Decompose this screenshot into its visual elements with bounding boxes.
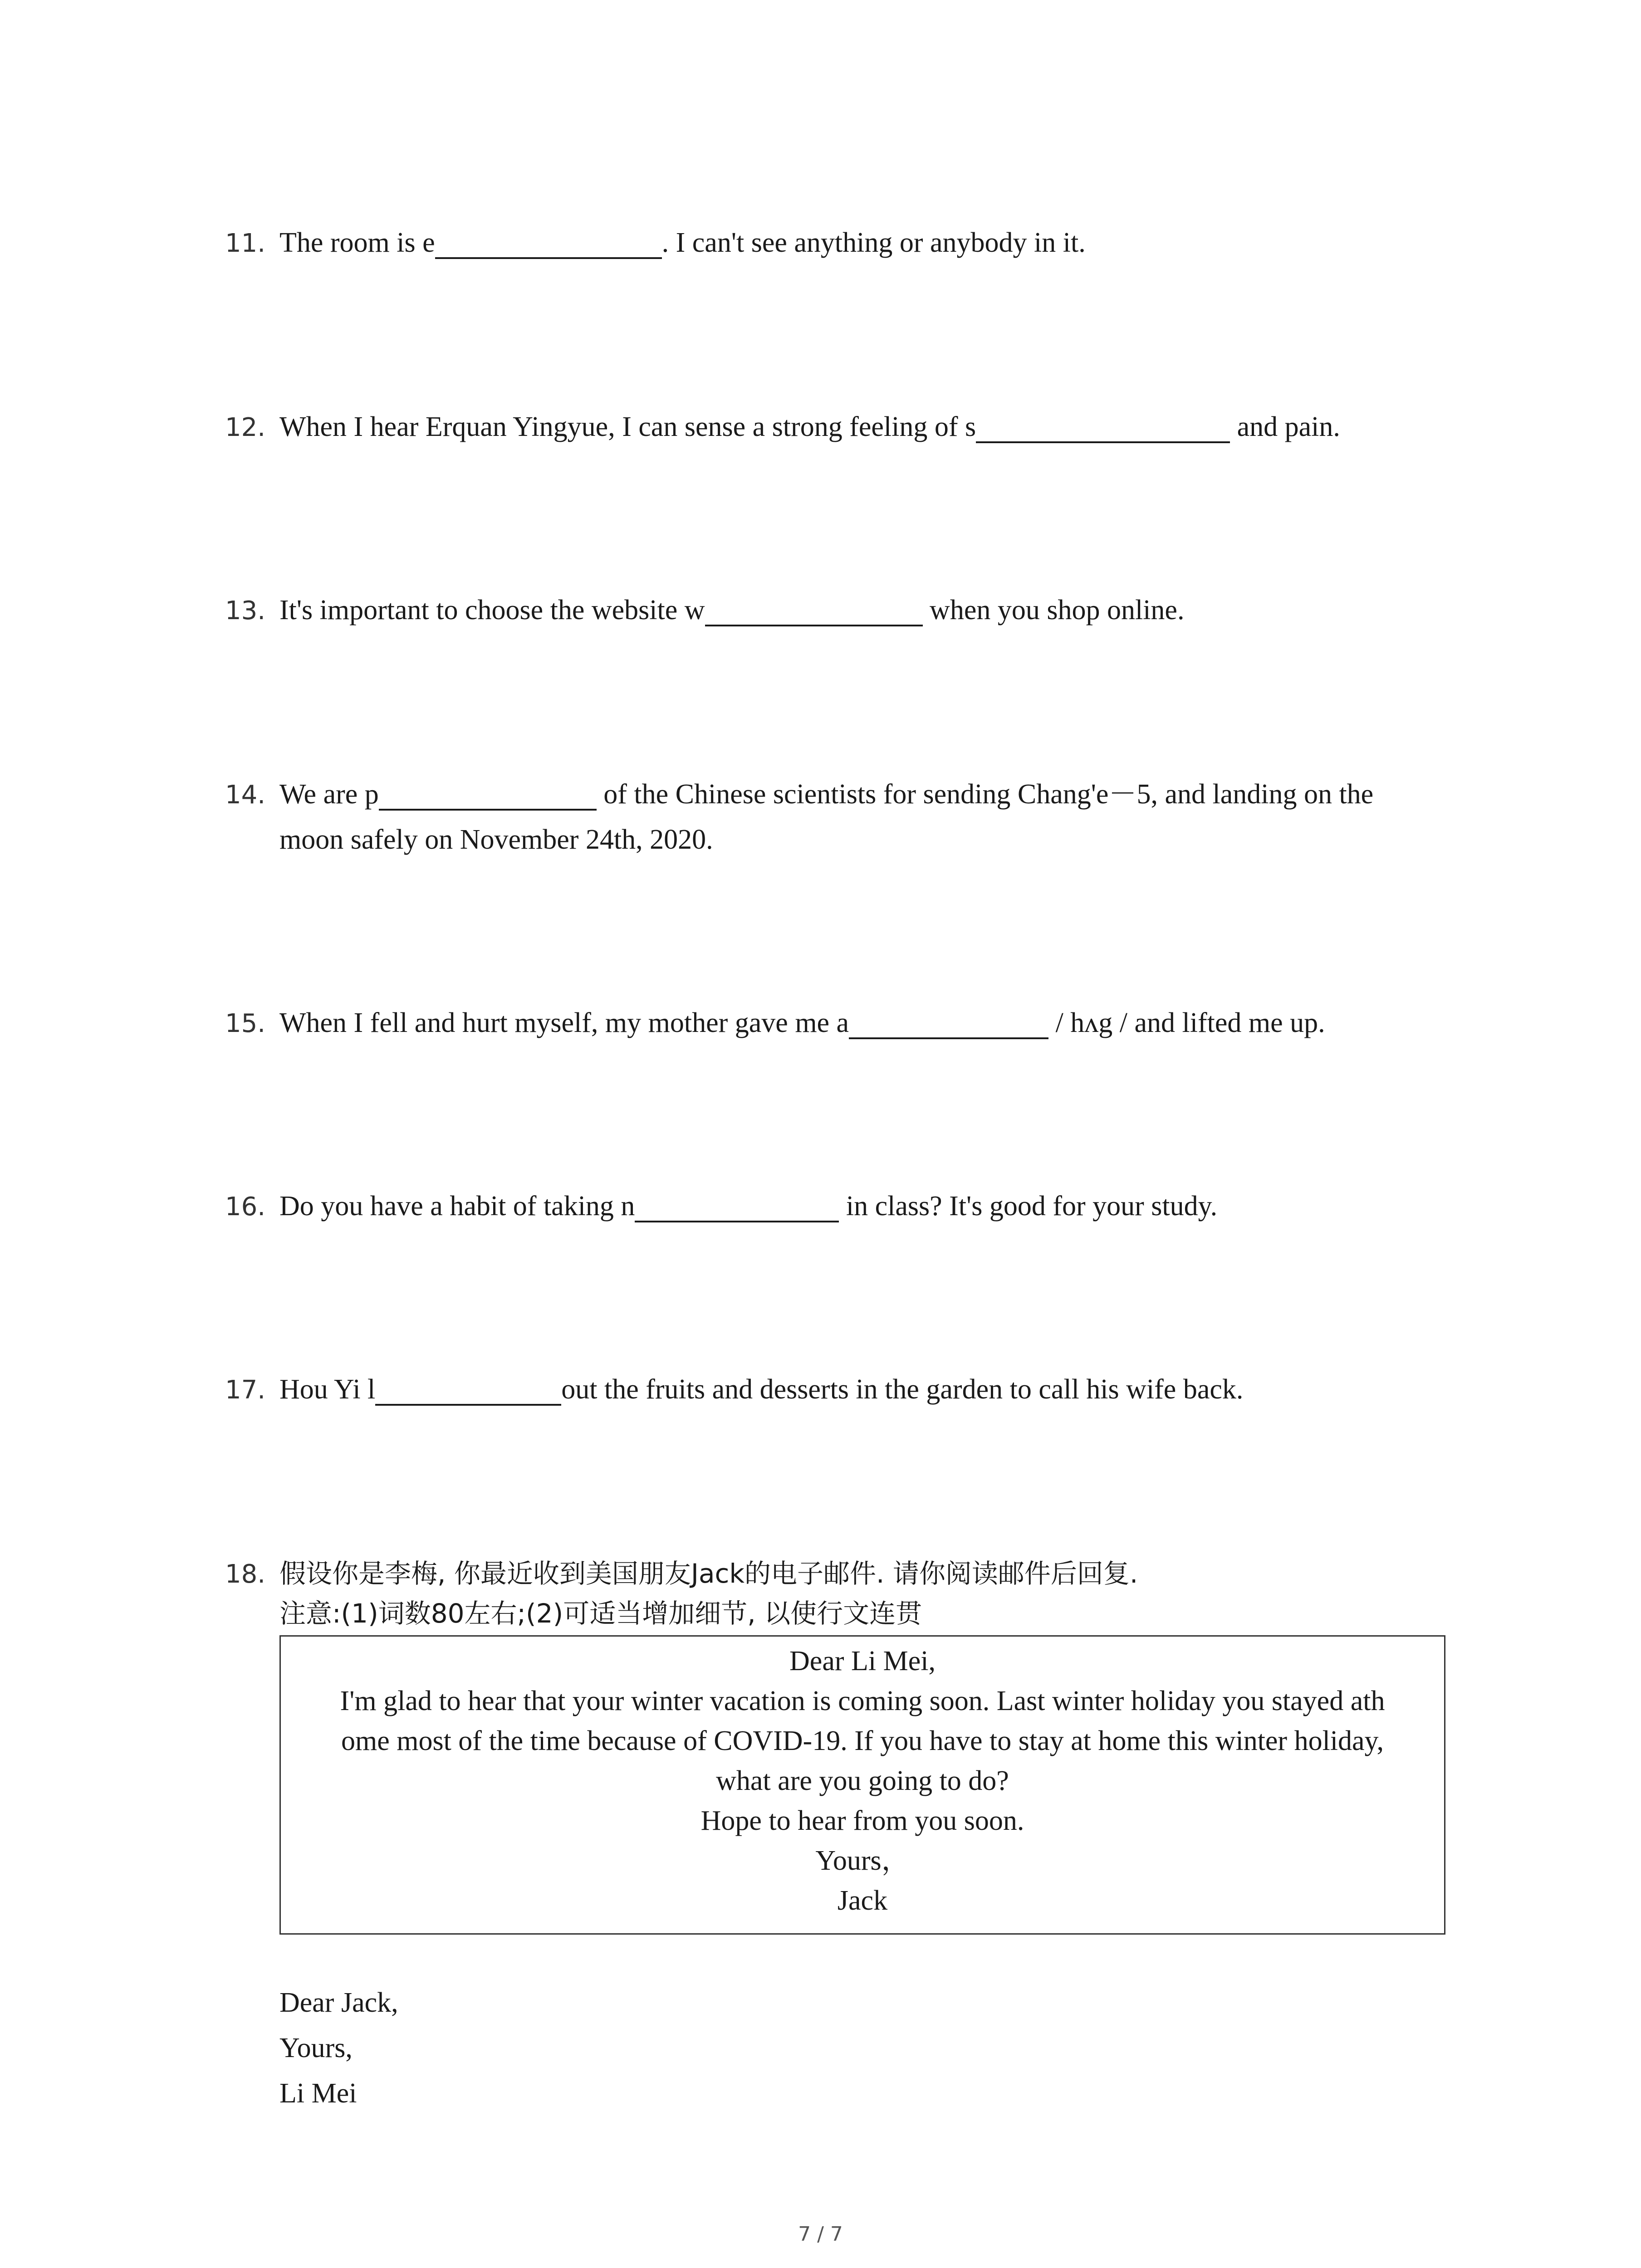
answer-blank[interactable] <box>635 1193 839 1222</box>
letter-body-line: ome most of the time because of COVID-19. If you have to stay at home this winter holiday, <box>341 1725 1384 1756</box>
question-text-before: It's important to choose the website w <box>279 595 705 626</box>
reply-greeting: Dear Jack, <box>279 1987 398 2018</box>
answer-blank[interactable] <box>976 413 1230 443</box>
email-letter-box <box>279 1635 1445 1935</box>
letter-signature: Jack <box>837 1885 888 1916</box>
page-number: 7 / 7 <box>798 2223 843 2246</box>
letter-body-line: I'm glad to hear that your winter vacation is coming soon. Last winter holiday you stayed ath <box>340 1686 1385 1716</box>
writing-note: 注意:(1)词数80左右;(2)可适当增加细节, 以使行文连贯 <box>279 1598 922 1629</box>
question-18 <box>225 1553 1138 1595</box>
letter-closing: Yours， <box>815 1845 910 1876</box>
question-text-after: of the Chinese scientists for sending Chang'e－5, and landing on the <box>596 779 1374 810</box>
answer-blank[interactable] <box>375 1376 561 1406</box>
question-text-before: We are p <box>279 779 379 810</box>
question-14 <box>225 774 1373 816</box>
question-number: 15. <box>225 1009 266 1038</box>
question-12 <box>225 406 1340 448</box>
letter-greeting: Dear Li Mei, <box>789 1646 936 1677</box>
answer-blank[interactable] <box>705 596 923 626</box>
question-number: 14. <box>225 780 266 810</box>
question-15 <box>225 1002 1325 1044</box>
question-text-before: Hou Yi l <box>279 1374 376 1405</box>
letter-body-line: Hope to hear from you soon. <box>700 1805 1024 1836</box>
reply-closing: Yours, <box>279 2033 353 2063</box>
question-number: 12. <box>225 413 266 442</box>
question-number: 13. <box>225 596 266 626</box>
question-text-after: and pain. <box>1230 411 1340 442</box>
question-text-before: The room is e <box>279 227 435 258</box>
question-text-before: When I fell and hurt myself, my mother gave me a <box>279 1007 849 1038</box>
question-text-before: Do you have a habit of taking n <box>279 1191 635 1222</box>
question-13 <box>225 590 1184 631</box>
answer-blank[interactable] <box>849 1009 1048 1039</box>
question-text-before: When I hear Erquan Yingyue, I can sense a strong feeling of s <box>279 411 976 442</box>
question-17 <box>225 1369 1243 1411</box>
question-text-after: when you shop online. <box>922 595 1185 626</box>
question-number: 11. <box>225 229 266 258</box>
question-text-after: out the fruits and desserts in the garden to call his wife back. <box>561 1374 1244 1405</box>
question-16 <box>225 1186 1217 1227</box>
question-11 <box>225 222 1086 264</box>
answer-blank[interactable] <box>435 229 662 259</box>
question-text-after: . I can't see anything or anybody in it. <box>661 227 1086 258</box>
answer-blank[interactable] <box>379 781 597 811</box>
letter-body-line: what are you going to do? <box>716 1765 1009 1796</box>
question-number: 16. <box>225 1192 266 1222</box>
question-text-after: in class? It's good for your study. <box>839 1191 1218 1222</box>
writing-prompt: 假设你是李梅, 你最近收到美国朋友Jack的电子邮件. 请你阅读邮件后回复. <box>279 1558 1138 1589</box>
reply-signature: Li Mei <box>279 2078 357 2109</box>
question-14-continuation: moon safely on November 24th, 2020. <box>279 824 713 855</box>
question-number: 18. <box>225 1559 266 1589</box>
question-text-after: / hʌg / and lifted me up. <box>1048 1007 1325 1038</box>
question-number: 17. <box>225 1375 266 1405</box>
